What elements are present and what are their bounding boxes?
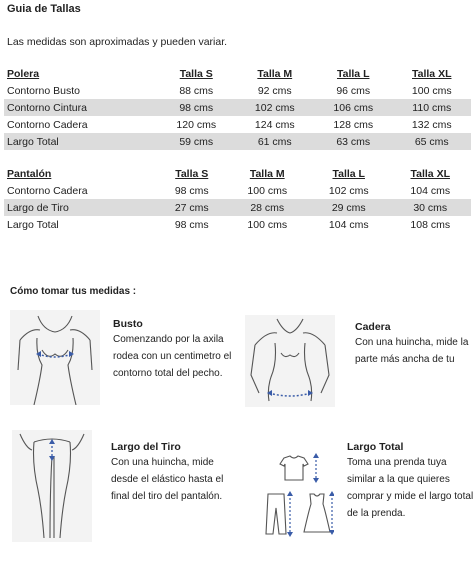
table-cell: 108 cms (410, 218, 451, 231)
table-cell: 100 cms (411, 84, 452, 97)
tiro-line: final del tiro del pantalón. (111, 491, 223, 502)
busto-title: Busto (113, 318, 143, 330)
table-cell: 28 cms (226, 199, 308, 216)
table-header-row (4, 66, 471, 82)
cadera-title: Cadera (355, 321, 391, 333)
tiro-line: Con una huincha, mide (111, 457, 214, 468)
table-cell: 27 cms (157, 199, 226, 216)
table-cell: 59 cms (157, 133, 236, 150)
cadera-line: parte más ancha de tu (355, 354, 455, 365)
table-header-cell: Pantalón (7, 168, 52, 180)
table-header-cell: Talla M (249, 168, 285, 180)
page-title: Guia de Tallas (7, 3, 81, 15)
table-cell: 128 cms (333, 118, 374, 131)
torso-hip-icon (245, 315, 335, 407)
table-cell: 96 cms (336, 84, 371, 97)
tiro-title: Largo del Tiro (111, 441, 181, 453)
tshirt-icon (280, 456, 308, 480)
garments-figure (262, 448, 334, 540)
table-cell: 110 cms (393, 99, 472, 116)
table-header-cell: Talla L (337, 68, 370, 80)
largo-line: similar a la que quieres (347, 474, 450, 485)
busto-line: rodea con un centimetro el (113, 351, 232, 362)
table-header-cell: Talla S (175, 168, 209, 180)
table-cell: 132 cms (411, 118, 452, 131)
table-cell: Contorno Cadera (7, 184, 88, 197)
pantalon-size-table (4, 166, 471, 233)
table-row (4, 216, 471, 233)
table-row (4, 99, 471, 116)
table-cell: Largo Total (4, 133, 157, 150)
table-header-cell: Talla L (332, 168, 365, 180)
table-cell: 102 cms (236, 99, 315, 116)
table-row (4, 133, 471, 150)
largo-title: Largo Total (347, 441, 404, 453)
table-cell: Largo Total (7, 218, 59, 231)
busto-line: Comenzando por la axila (113, 334, 224, 345)
largo-line: comprar y mide el largo total (347, 491, 474, 502)
table-cell: 98 cms (174, 184, 209, 197)
largo-line: Toma una prenda tuya (347, 457, 447, 468)
table-header-cell: Talla M (257, 68, 293, 80)
table-cell: 65 cms (393, 133, 472, 150)
legs-inseam-icon (12, 430, 92, 542)
table-cell: Contorno Cintura (4, 99, 157, 116)
intro-text: Las medidas son aproximadas y pueden variar. (7, 36, 228, 48)
table-cell: 88 cms (179, 84, 214, 97)
table-header-cell: Polera (7, 68, 40, 80)
table-row (4, 199, 471, 216)
tiro-line: desde el elástico hasta el (111, 474, 224, 485)
table-cell: 124 cms (254, 118, 295, 131)
largo-text (347, 454, 473, 522)
table-cell: 104 cms (410, 184, 451, 197)
measure-heading: Cómo tomar tus medidas : (10, 286, 137, 297)
polera-size-table (4, 66, 471, 150)
table-cell: 61 cms (236, 133, 315, 150)
table-cell: Largo de Tiro (4, 199, 157, 216)
largo-line: de la prenda. (347, 508, 406, 519)
table-cell: 100 cms (247, 218, 288, 231)
table-row (4, 82, 471, 99)
table-header-row (4, 166, 471, 182)
table-cell: 29 cms (308, 199, 390, 216)
torso-bust-icon (10, 310, 100, 405)
busto-line: contorno total del pecho. (113, 368, 223, 379)
busto-text (113, 331, 231, 382)
table-cell: 106 cms (314, 99, 393, 116)
table-cell: Contorno Cadera (7, 118, 88, 131)
table-header-cell: Talla XL (412, 68, 452, 80)
table-cell: 104 cms (328, 218, 369, 231)
table-cell: 30 cms (389, 199, 471, 216)
table-cell: 100 cms (247, 184, 288, 197)
table-cell: Contorno Busto (7, 84, 80, 97)
table-cell: 92 cms (257, 84, 292, 97)
tiro-text (111, 454, 223, 505)
table-header-cell: Talla XL (410, 168, 450, 180)
table-row (4, 116, 471, 133)
cadera-line: Con una huincha, mide la (355, 337, 469, 348)
table-header-cell: Talla S (179, 68, 213, 80)
table-cell: 102 cms (328, 184, 369, 197)
table-row (4, 182, 471, 199)
table-cell: 120 cms (176, 118, 217, 131)
dress-icon (304, 494, 330, 532)
cadera-text (355, 334, 468, 368)
table-cell: 98 cms (157, 99, 236, 116)
table-cell: 63 cms (314, 133, 393, 150)
pants-icon (266, 494, 286, 534)
table-cell: 98 cms (174, 218, 209, 231)
